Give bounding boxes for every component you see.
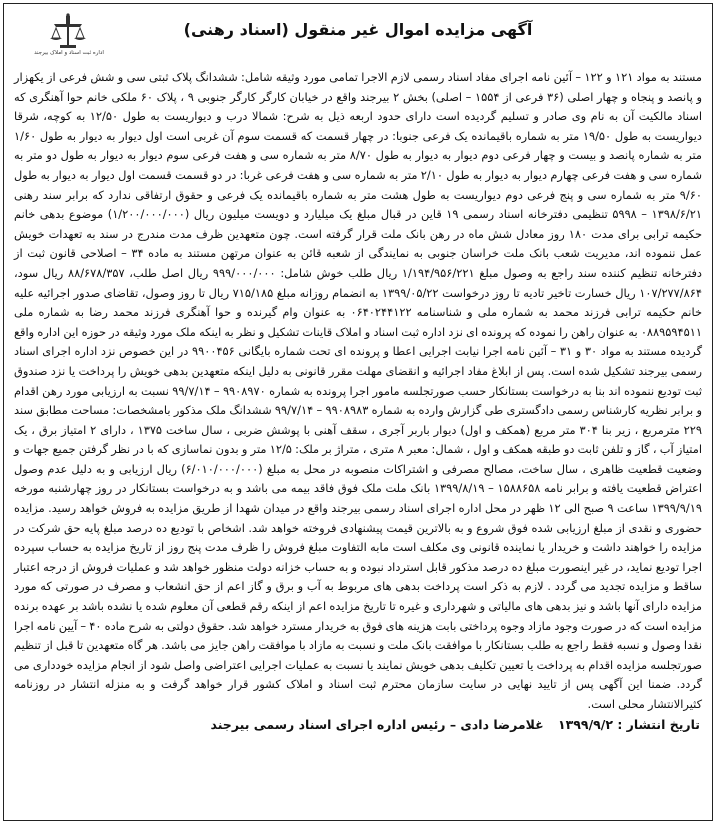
notice-footer [12,717,704,732]
signature-line: غلامرضا دادی – رئیس اداره اجرای اسناد رسمی بیرجند [210,716,544,732]
logo-caption: اداره ثبت اسناد و املاک بیرجند [34,50,104,56]
notice-body: مستند به مواد ۱۲۱ و ۱۲۲ – آئین نامه اجرای مفاد اسناد رسمی لازم الاجرا تمامی مورد وثیقه شامل: ششدانگ پلاک ثبتی سی و شش فرعی از یکهزار و پانصد و پنجاه و چهار اصلی (۳۶ فرعی از ۱۵۵۴ – اصلی) بخش ۲ بیرجند واقع در خیابان کارگر کارگر جنوبی ۹ ، پلاک ۶۰ ملکی خانم حوا آهنگری که اسناد مالکیت آن به نام وی صادر و تسلیم گردیده است دارای حدود اربعه ذیل به شرح: شمالا درب و دیواریست به طول ۱۲/۵۰ به کوچه، شرقا دیواریست به طول ۱۹/۵۰ متر به شماره باقیمانده یک فرعی جنوبا: در چهار قسمت که قسمت سوم آن غربی است اول دیوار به دیوار به طول ۱/۶۰ متر به شماره پانصد و بیست و چهار فرعی دوم دیوار به دیوار به طول ۸/۷۰ متر به شماره سی و هفت فرعی سوم دیوار به دیوار به طول دو متر به شماره سی و هفت فرعی چهارم دیوار به دیوار به طول ۲/۱۰ متر به شماره سی و هفت فرعی غربا: در دو قسمت قسمت اول دیوار به دیوار به طول ۹/۶۰ متر به شماره سی و پنج فرعی دوم دیواریست به طول هشت متر به شماره باقیمانده یک فرعی و حقوق ارتفاقی ندارد که برابر سند رهنی ۱۳۹۸/۶/۲۱ – ۵۹۹۸ تنظیمی دفترخانه اسناد رسمی ۱۹ قاین در قبال مبلغ یک میلیارد و دویست میلیون ریال (۱/۲۰۰/۰۰۰/۰۰۰) موضوع بدهی خانم حکیمه ترابی برای مدت ۱۸۰ روز معادل شش ماه در رهن بانک ملت قرار گرفته است. چون متعهدین ظرف مدت مندرج در سند به تعهدات خویش عمل ننموده اند، مدیریت شعب بانک ملت خراسان جنوبی به نمایندگی از شعبه قائن به عنوان مرتهن مستند به ماده ۳۴ – اصلاحی قانون ثبت از دفترخانه تنظیم کننده سند راجع به وصول مبلغ ۱/۱۹۴/۹۵۶/۲۲۱ ریال طلب خوش شامل: ۹۹۹/۰۰۰/۰۰۰ ریال اصل طلب، ۸۸/۶۷۸/۳۵۷ ریال سود، ۱۰۷/۲۷۷/۸۶۴ ریال خسارت تاخیر تادیه تا روز درخواست ۱۳۹۹/۰۵/۲۲ به انضمام روزانه مبلغ ۷۱۵/۱۸۵ ریال تا روز وصول، تقاضای صدور اجرائیه علیه خانم حکیمه ترابی فرزند محمد به شماره ملی و شناسنامه ۰۶۴۰۲۴۴۱۲۲ به عنوان وام گیرنده و حوا آهنگری فرزند محمد رضا به شماره ملی ۰۸۸۹۵۹۴۵۱۱ به عنوان راهن را نموده که پرونده ای نزد اداره ثبت اسناد و املاک قاینات تشکیل و نظر به اینکه ملک مورد وثیقه در حوزه این اداره واقع گردیده مستند به مواد ۳۰ و ۳۱ – آئین نامه اجرا نیابت اجرایی اعطا و پرونده ای تحت شماره بایگانی ۹۹۰۰۴۵۶ در این خصوص نزد اداره اجرای اسناد رسمی بیرجند تشکیل شده است. پس از ابلاغ مفاد اجرائیه و انقضای مهلت مقرر قانونی به دلیل اینکه متعهدین بدهی خویش را پرداخت یا نزد صندوق ثبت تودیع ننموده اند بنا به درخواست بستانکار حسب صورتجلسه مامور اجرا پرونده به شماره ۹۹۰۸۹۷۰ – ۹۹/۷/۱۴ نسبت به ارزیابی مورد رهن اقدام و برابر نظریه کارشناس رسمی دادگستری طی گزارش وارده به شماره ۹۹۰۸۹۸۳ – ۹۹/۷/۱۴ ششدانگ ملک مذکور بامشخصات: مساحت مطابق سند ۲۲۹ مترمربع ، زیر بنا ۳۰۴ متر مربع (همکف و اول) دیوار باربر آجری ، سقف آهنی با پوشش ضربی ، سال ساخت ۱۳۷۵ ، دارای ۲ امتیاز برق ، یک امتیاز آب ، گاز و تلفن ثابت دو طبقه همکف و اول ، شمال: معبر ۸ متری ، متراژ بر ملک: ۱۲/۵ متر و بدون نماسازی که با در نظر گرفتن جمیع جهات و وضعیت قطعیت ظاهری ، سال ساخت، مصالح مصرفی و اشتراکات منصوبه در محل به مبلغ (۶/۰۱۰/۰۰۰/۰۰۰) ریال ارزیابی و به دلیل عدم وصول اعتراض قطعیت یافته و برابر نامه ۱۵۸۸۶۵۸ – ۱۳۹۹/۸/۱۹ بانک ملت ملک فوق فاقد بیمه می باشد و به درخواست بستانکار در روز چهارشنبه مورخه ۱۳۹۹/۹/۱۹ ساعت ۹ صبح الی ۱۲ ظهر در محل اداره اجرای اسناد رسمی بیرجند واقع در میدان شهدا از طریق مزایده به فروش خواهد رسید. مزایده حضوری و نقدی از مبلغ ارزیابی شده فوق شروع و به بالاترین قیمت پیشنهادی فروخته خواهد شد. اشخاص با تودیع ده درصد مبلغ پایه حق شرکت در مزایده را خواهند داشت و خریدار یا نماینده قانونی وی مکلف است مابه التفاوت مبلغ فروش را ظرف مدت پنج روز از تاریخ مزایده به حساب سپرده اجرا تودیع نماید، در غیر اینصورت مبلغ ده درصد مذکور قابل استرداد نبوده و به حساب خزانه دولت منظور خواهد شد و عملیات فروش از درجه اعتبار ساقط و مزایده تجدید می گردد . لازم به ذکر است پرداخت بدهی های مربوط به آب و برق و گاز اعم از حق انشعاب و مصرف در صورتی که مورد مزایده دارای آنها باشد و نیز بدهی های مالیاتی و شهرداری و غیره تا تاریخ مزایده اعم از اینکه رقم قطعی آن معلوم شده یا نشده باشد بر عهده برنده مزایده است که در صورت وجود مازاد وجوه پرداختی بابت هزینه های فوق به خریدار مسترد خواهد شد. حقوق دولتی به شرح ماده ۴۰ – آیین نامه اجرا نقدا وصول و نسبه فقط راجع به طلب بستانکار با موافقت بانک ملت و نسبت به مازاد با موافقت راهن جایز می باشد. هر گاه متعهدین تا قبل از تنظیم صورتجلسه مزایده اقدام به پرداخت یا تعیین تکلیف بدهی خویش نمایند یا نسبت به عملیات اجرایی اعتراضی واصل شود از انجام مزایده خودداری می گردد. ضمنا این آگهی پس از تایید نهایی در سایت سازمان محترم ثبت اسناد و املاک کشور قرار خواهد گرفت و به منزله انتشار در روزنامه کثیرالانتشار محلی است. [14,70,703,711]
publish-date: تاریخ انتشار : ۱۳۹۹/۹/۲ [558,716,700,732]
notice-title: آگهی مزایده اموال غیر منقول (اسناد رهنی) [183,20,533,39]
notice-frame [3,3,713,821]
notice-header [12,10,704,68]
